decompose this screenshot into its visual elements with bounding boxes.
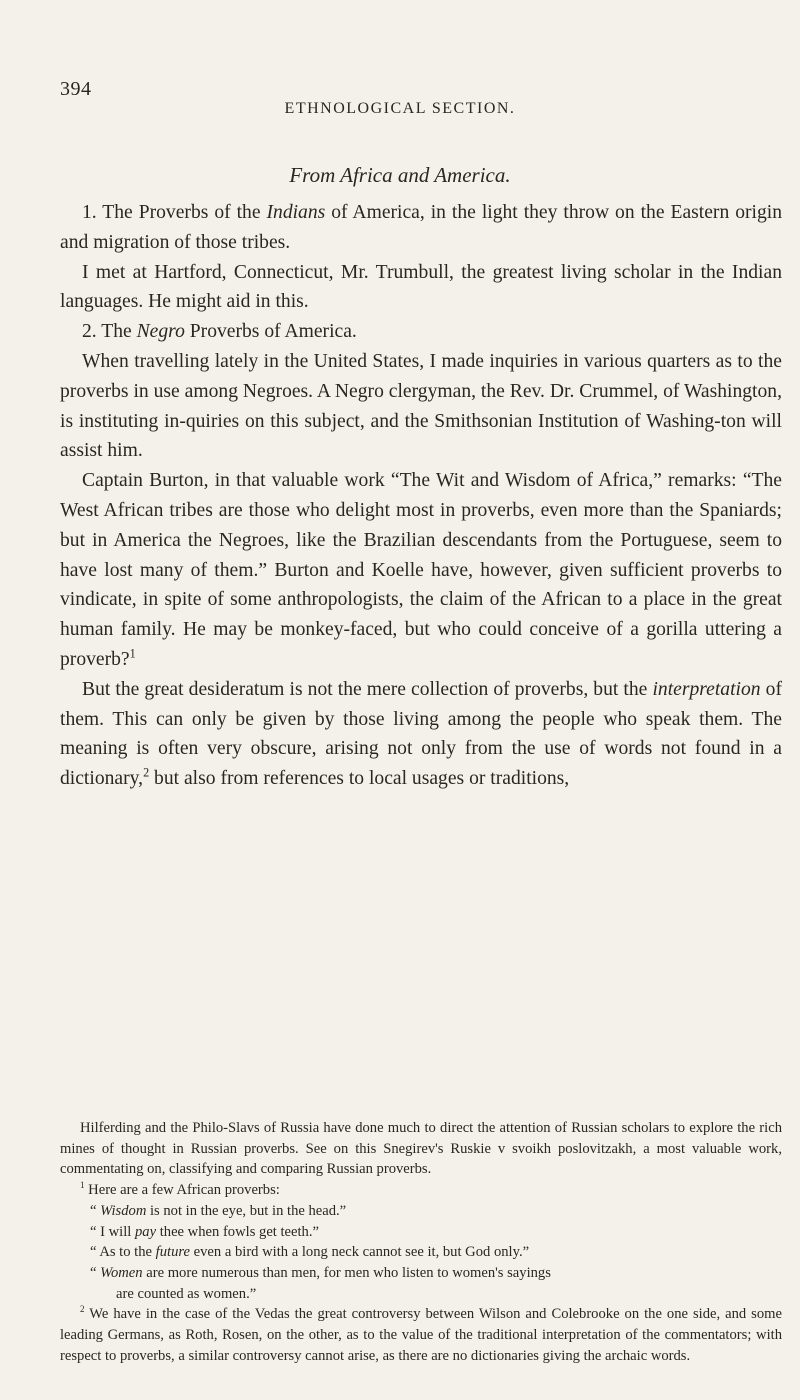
footnote-marker-2: 2 bbox=[80, 1304, 85, 1315]
page-header bbox=[0, 78, 800, 118]
proverb-quote: “ Women are more numerous than men, for men who listen to women's sayings bbox=[90, 1264, 551, 1281]
footnote-2: $^2$ We have in the case of the Vedas the great controversy between Wilson and Colebrooke on the one side, and some leading Germans, as Roth, Rosen, on the other, as to the value of the traditional interpretation of the commentators; with respect to proverbs, a similar controversy cannot arise, as there are no dictionaries giving the archaic words. bbox=[60, 1304, 782, 1364]
proverb-quote: “ As to the future even a bird with a long neck cannot see it, but God only.” bbox=[90, 1244, 530, 1261]
paragraph-captain-burton: Captain Burton, in that valuable work “The Wit and Wisdom of Africa,” remarks: “The West African tribes are those who delight most in proverbs, even more than the Spaniards; but in America the Negroes, like the Brazilian descendants from the Portuguese, seem to have lost many of them.” Burton and Koelle have, however, given sufficient proverbs to vindicate, in spite of some anthropologists, the claim of the African to a place in the great human family. He may be monkey-faced, but who could conceive of a gorilla uttering a proverb?$^1$ bbox=[60, 470, 782, 670]
footnote-ref-2: 2 bbox=[143, 765, 150, 780]
footnote-ref-1: 1 bbox=[129, 646, 136, 661]
paragraph-trumbull: I met at Hartford, Connecticut, Mr. Trumbull, the greatest living scholar in the Indian languages. He might aid in this. bbox=[60, 261, 782, 313]
proverb-quote: “ Wisdom is not in the eye, but in the head.” bbox=[90, 1202, 347, 1219]
footnote-marker-1: 1 bbox=[80, 1180, 85, 1191]
paragraph-interpretation: But the great desideratum is not the mere collection of proverbs, but the interpretation of them. This can only be given by those living among the people who speak them. The meaning is often very obscure, arising not only from the use of words not found in a dictionary,$^2$ but also from references to local usages or traditions, bbox=[60, 678, 782, 790]
proverb-quote-continuation: are counted as women.” bbox=[116, 1285, 257, 1302]
running-head: ETHNOLOGICAL SECTION. bbox=[284, 100, 516, 117]
body-text bbox=[60, 198, 782, 794]
paragraph-united-states: When travelling lately in the United States, I made inquiries in various quarters as to the proverbs in use among Negroes. A Negro clergyman, the Rev. Dr. Crummel, of Washington, is instituting in-quiries on this subject, and the Smithsonian Institution of Washing-ton will assist him. bbox=[60, 350, 782, 462]
page-number: 394 bbox=[60, 78, 92, 100]
proverb-quote: “ I will pay thee when fowls get teeth.” bbox=[90, 1223, 319, 1240]
paragraph-indians-proverbs: 1. The Proverbs of the Indians of America, in the light they throw on the Eastern origin and migration of those tribes. bbox=[60, 202, 783, 253]
footnote-continuation: Hilferding and the Philo-Slavs of Russia have done much to direct the attention of Russian scholars to explore the rich mines of thought in Russian proverbs. See on this Snegirev's Ruskie v svoikh poslovitzakh, a most valuable work, commentating on, classifying and comparing Russian proverbs. bbox=[60, 1120, 782, 1178]
footnote-1: $^1$ Here are a few African proverbs: bbox=[80, 1180, 280, 1199]
paragraph-negro-proverbs: 2. The Negro Proverbs of America. bbox=[82, 321, 357, 343]
section-title: From Africa and America. bbox=[289, 163, 511, 187]
footnotes bbox=[60, 1118, 782, 1366]
